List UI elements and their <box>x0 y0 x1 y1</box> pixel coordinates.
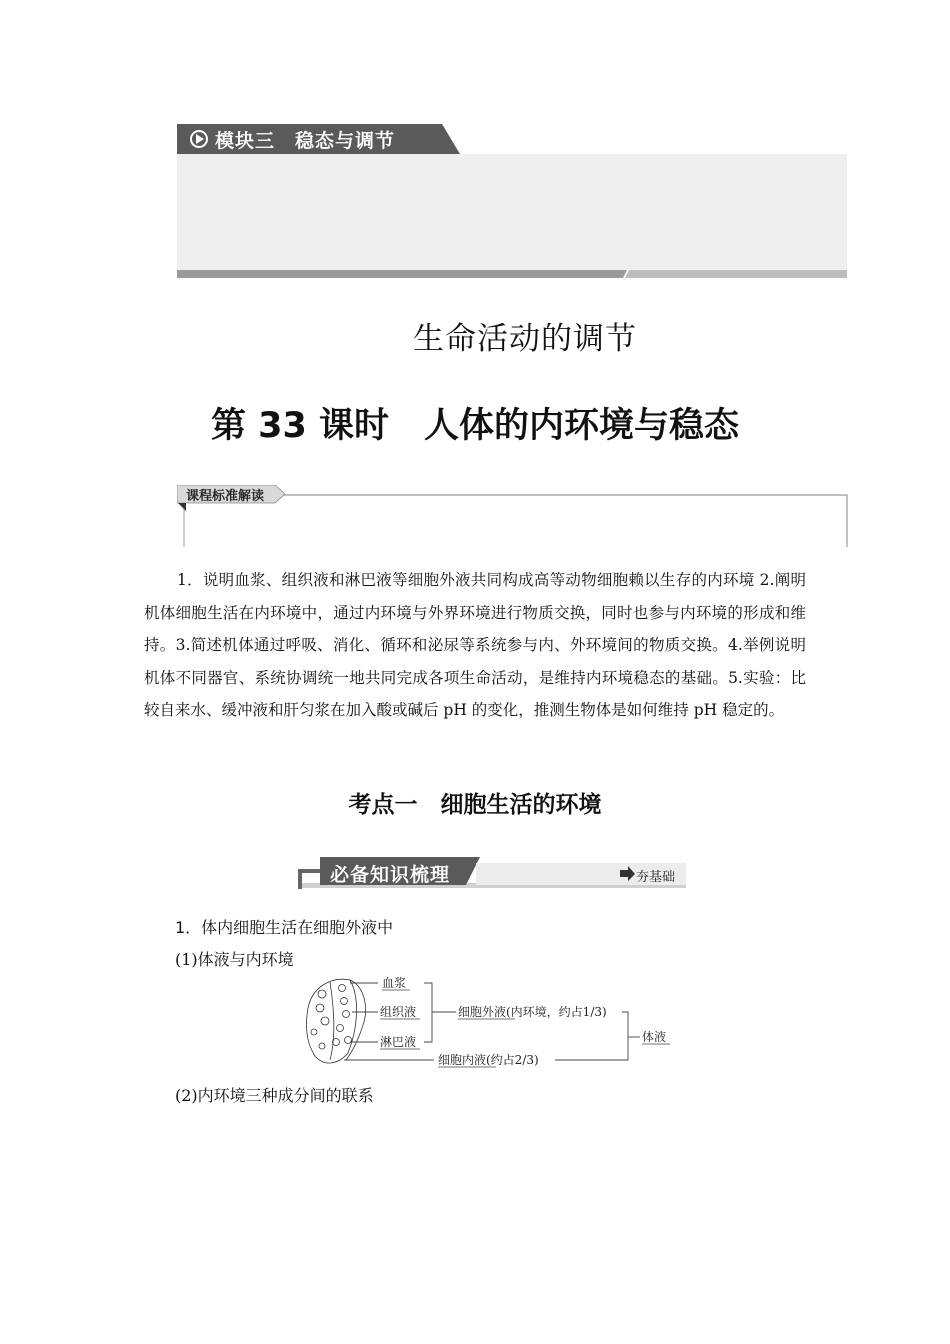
knowledge-bar-right-label: 夯基础 <box>636 870 676 885</box>
heading-2: (1)体液与内环境 <box>175 950 294 969</box>
body-fluid-diagram <box>300 968 700 1076</box>
standards-text: 1．说明血浆、组织液和淋巴液等细胞外液共同构成高等动物细胞赖以生存的内环境 2.阐明机体细胞生活在内环境中，通过内环境与外界环境进行物质交换，同时也参与内环境的形成和维持。3.简述机体通过呼吸、消化、循环和泌尿等系统参与内、外环境间的物质交换。4.举例说明机体不同器官、系统协调统一地共同完成各项生命活动，是维持内环境稳态的基础。5.实验：比较自来水、缓冲液和肝匀浆在加入酸或碱后 pH 的变化，推测生物体是如何维持 pH 稳定的。 <box>144 571 806 719</box>
module-banner-panel <box>177 154 847 270</box>
label-lymph: 淋巴液 <box>380 1035 417 1049</box>
label-extracellular: 细胞外液(内环境，约占1/3) <box>458 1005 607 1019</box>
label-tissue-fluid: 组织液 <box>380 1005 417 1019</box>
standards-paragraph <box>144 564 806 727</box>
section-title: 生命活动的调节 <box>413 321 637 357</box>
kaodian-title: 考点一 细胞生活的环境 <box>348 792 602 818</box>
cell-illustration <box>306 979 365 1063</box>
knowledge-bar-label: 必备知识梳理 <box>330 864 451 886</box>
label-body-fluid: 体液 <box>642 1030 667 1044</box>
heading-1: 1．体内细胞生活在细胞外液中 <box>175 918 394 937</box>
label-plasma: 血浆 <box>382 976 407 990</box>
module-banner-bottom-bar <box>177 270 847 278</box>
standards-label: 课程标准解读 <box>186 489 265 504</box>
label-intracellular: 细胞内液(约占2/3) <box>438 1053 539 1067</box>
module-banner-title: 模块三 稳态与调节 <box>215 130 396 152</box>
lesson-title: 第 33 课时 人体的内环境与稳态 <box>210 406 740 446</box>
standards-frame <box>177 485 849 547</box>
heading-3: (2)内环境三种成分间的联系 <box>175 1086 374 1105</box>
